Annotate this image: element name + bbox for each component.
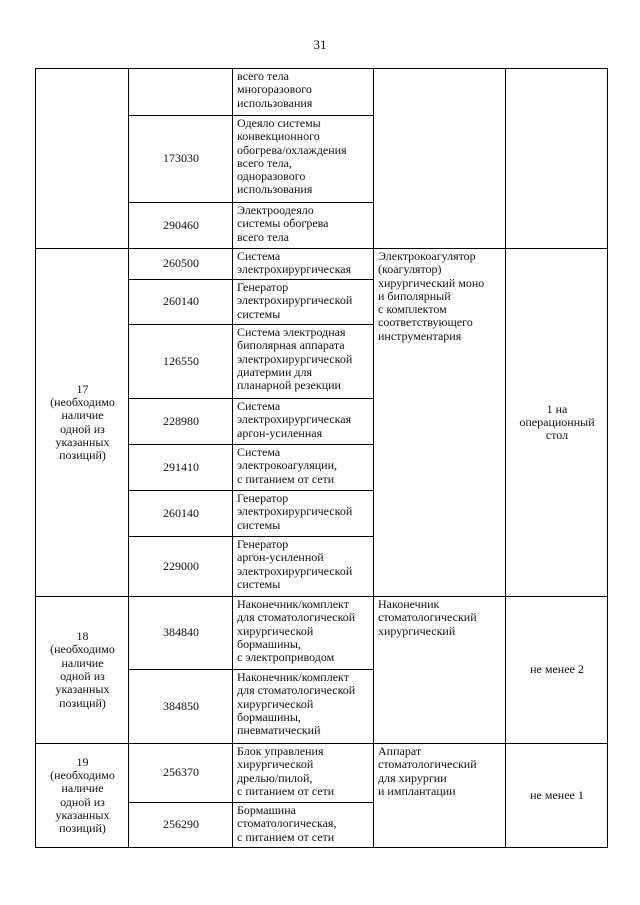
code-cell: 229000 [129,537,233,597]
name-cell: Наконечник/комплект для стоматологической хирургической бормашины, пневматический [233,670,374,744]
name-cell: Система электрохирургическая [233,249,374,280]
code-cell: 384850 [129,670,233,744]
code-cell: 126550 [129,325,233,399]
name-cell: Блок управления хирургической дрелью/пилой, с питанием от сети [233,744,374,803]
name-cell: Генератор электрохирургической системы [233,280,374,325]
code-cell: 228980 [129,399,233,445]
group-number-cell: 17 (необходимо наличие одной из указанных позиций) [36,249,129,597]
code-cell: 256290 [129,803,233,848]
code-cell [129,69,233,116]
function-cell [374,69,506,249]
code-cell: 384840 [129,597,233,670]
table-row [36,69,608,116]
function-cell: Электрокоагулятор (коагулятор) хирургический моно и биполярный с комплектом соответствующего инструментария [374,249,506,597]
name-cell: Бормашина стоматологическая, с питанием от сети [233,803,374,848]
name-cell: Генератор электрохирургической системы [233,491,374,537]
code-cell: 260140 [129,280,233,325]
name-cell: Генератор аргон-усиленной электрохирургической системы [233,537,374,597]
name-cell: Система электрохирургическая аргон-усиленная [233,399,374,445]
equipment-table [35,68,608,848]
name-cell: Одеяло системы конвекционного обогрева/охлаждения всего тела, одноразового использования [233,116,374,203]
function-cell: Наконечник стоматологический хирургический [374,597,506,744]
name-cell: всего тела многоразового использования [233,69,374,116]
code-cell: 260140 [129,491,233,537]
code-cell: 256370 [129,744,233,803]
quantity-cell [506,69,608,249]
group-number-cell: 19 (необходимо наличие одной из указанных позиций) [36,744,129,848]
quantity-cell: не менее 2 [506,597,608,744]
name-cell: Наконечник/комплект для стоматологической хирургической бормашины, с электроприводом [233,597,374,670]
quantity-cell: 1 на операционный стол [506,249,608,597]
code-cell: 173030 [129,116,233,203]
name-cell: Система электродная биполярная аппарата электрохирургической диатермии для планарной резекции [233,325,374,399]
code-cell: 290460 [129,203,233,249]
name-cell: Электроодеяло системы обогрева всего тела [233,203,374,249]
group-number-cell [36,69,129,249]
table-row [36,249,608,280]
code-cell: 260500 [129,249,233,280]
table-row [36,744,608,803]
name-cell: Система электрокоагуляции, с питанием от сети [233,445,374,491]
group-number-cell: 18 (необходимо наличие одной из указанных позиций) [36,597,129,744]
table-row [36,597,608,670]
code-cell: 291410 [129,445,233,491]
function-cell: Аппарат стоматологический для хирургии и имплантации [374,744,506,848]
quantity-cell: не менее 1 [506,744,608,848]
page-number: 31 [313,37,327,52]
